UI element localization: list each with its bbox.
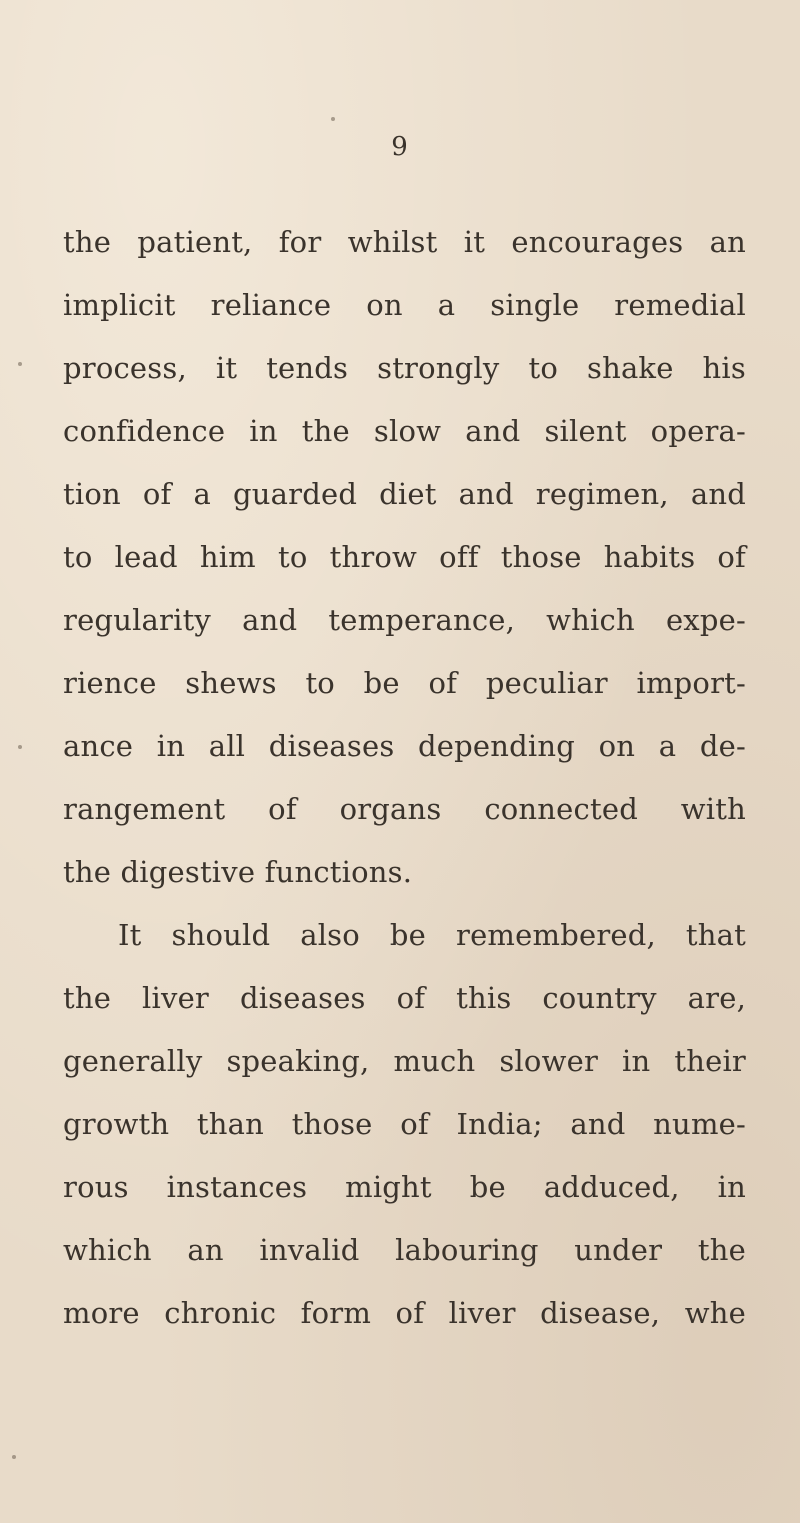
text-line: tion of a guarded diet and regimen, and — [63, 477, 746, 511]
paper-speck — [18, 362, 22, 366]
text-line: ance in all diseases depending on a de- — [63, 729, 746, 763]
text-line: which an invalid labouring under the — [63, 1233, 746, 1267]
text-line: the digestive functions. — [63, 855, 413, 889]
text-line: regularity and temperance, which expe- — [63, 603, 746, 637]
text-line: rience shews to be of peculiar import- — [63, 666, 746, 700]
text-line: rangement of organs connected with — [63, 792, 746, 826]
paper-speck — [18, 745, 22, 749]
text-line: growth than those of India; and nume- — [63, 1107, 746, 1141]
text-line: process, it tends strongly to shake his — [63, 351, 746, 385]
text-line: confidence in the slow and silent opera- — [63, 414, 746, 448]
text-line: rous instances might be adduced, in — [63, 1170, 746, 1204]
text-line: generally speaking, much slower in their — [63, 1044, 746, 1078]
page-number: 9 — [391, 132, 409, 162]
paper-speck — [331, 117, 335, 121]
text-line: the liver diseases of this country are, — [63, 981, 746, 1015]
paper-speck — [12, 1455, 16, 1459]
text-line: implicit reliance on a single remedial — [63, 288, 746, 322]
text-line: more chronic form of liver disease, whe — [63, 1296, 746, 1330]
text-line: It should also be remembered, that — [118, 918, 746, 952]
text-line: to lead him to throw off those habits of — [63, 540, 746, 574]
text-line: the patient, for whilst it encourages an — [63, 225, 746, 259]
